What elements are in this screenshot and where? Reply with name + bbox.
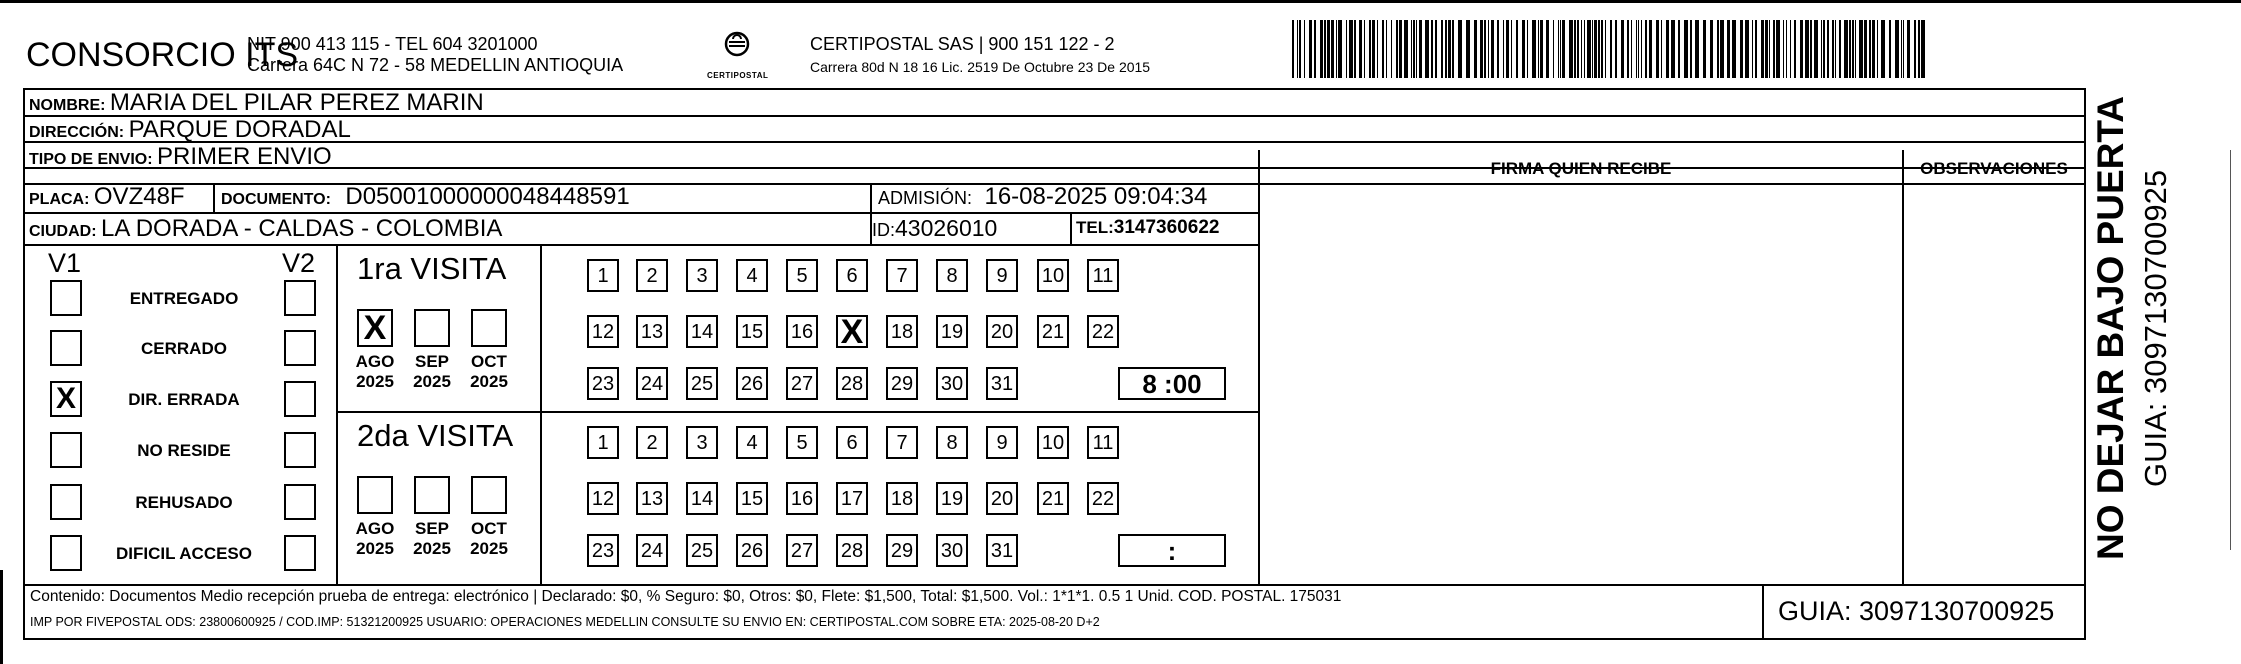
time-box[interactable]: 8 :00 xyxy=(1118,367,1226,400)
barcode-bar xyxy=(1592,20,1593,78)
barcode-bar xyxy=(1435,20,1437,78)
day-box[interactable]: 3 xyxy=(686,259,718,292)
day-box[interactable] xyxy=(836,313,868,351)
barcode-bar xyxy=(1497,20,1499,78)
month-checkbox[interactable] xyxy=(357,476,393,514)
barcode-bar xyxy=(1327,20,1330,78)
day-box[interactable]: 17 xyxy=(836,482,868,515)
barcode-bar xyxy=(1823,20,1825,78)
barcode-bar xyxy=(1800,20,1803,78)
barcode-bar xyxy=(1645,20,1647,78)
barcode-bar xyxy=(1921,20,1925,78)
month-checkbox[interactable] xyxy=(471,309,507,347)
barcode-bar xyxy=(1717,20,1719,78)
crop-mark xyxy=(0,570,3,664)
col-divider xyxy=(1258,150,1260,584)
barcode-bar xyxy=(1506,20,1509,78)
id-value: 43026010 xyxy=(895,215,998,241)
nombre-row xyxy=(29,89,484,117)
admision-label: ADMISIÓN: xyxy=(878,188,973,208)
barcode-bar xyxy=(1844,20,1848,78)
month-year: 2025 xyxy=(470,539,508,558)
barcode-bar xyxy=(1574,20,1576,78)
barcode-bar xyxy=(1810,20,1812,78)
barcode-bar xyxy=(1895,20,1899,78)
barcode-bar xyxy=(1881,20,1885,78)
day-box[interactable]: 6 xyxy=(836,259,868,292)
barcode-bar xyxy=(1553,20,1554,78)
month-year: 2025 xyxy=(413,372,451,391)
month-label: AGO xyxy=(355,352,395,371)
day-box[interactable]: 29 xyxy=(886,534,918,567)
day-box[interactable]: 27 xyxy=(786,367,818,400)
barcode-bar xyxy=(1359,20,1362,78)
barcode-bar xyxy=(1839,20,1841,78)
certipostal-logo xyxy=(707,30,767,80)
footer-content: Contenido: Documentos Medio recepción prueba de entrega: electrónico | Declarado: $0, % Seguro: $0, Otros: $0, Flete: $1,500, Total: $1,500. Vol.: 1*1*1. 0.5 1 Unid. COD. POSTAL. 175031 xyxy=(30,588,1342,605)
barcode-bar xyxy=(1903,20,1904,78)
barcode-bar xyxy=(1540,20,1543,78)
barcode-bar xyxy=(1314,20,1316,78)
month-year: 2025 xyxy=(413,539,451,558)
barcode-bar xyxy=(1889,20,1891,78)
col-divider xyxy=(336,244,338,584)
month-label: SEP xyxy=(414,352,450,371)
barcode-bar xyxy=(1292,20,1294,78)
day-box[interactable]: 20 xyxy=(986,482,1018,515)
barcode-bar xyxy=(1396,20,1398,78)
day-box[interactable]: 26 xyxy=(736,367,768,400)
v2-checkbox[interactable] xyxy=(284,280,316,316)
id-label: ID: xyxy=(872,220,896,240)
status-option-label: NO RESIDE xyxy=(137,441,231,460)
barcode-bar xyxy=(1419,20,1422,78)
ciudad-label: CIUDAD: xyxy=(29,223,97,240)
barcode-bar xyxy=(1336,20,1337,78)
barcode-bar xyxy=(1560,20,1561,78)
barcode-bar xyxy=(1877,20,1878,78)
barcode-bar xyxy=(1695,20,1699,78)
col-divider xyxy=(1070,212,1072,244)
documento-label: DOCUMENTO: xyxy=(221,191,331,208)
day-box[interactable]: 9 xyxy=(986,259,1018,292)
col-divider xyxy=(1902,150,1904,584)
day-box[interactable]: 23 xyxy=(587,534,619,567)
day-box[interactable]: 18 xyxy=(886,315,918,348)
day-box[interactable]: 25 xyxy=(686,367,718,400)
day-box[interactable]: 24 xyxy=(636,367,668,400)
certipostal-logo-icon xyxy=(707,30,767,76)
id-field xyxy=(872,215,997,242)
barcode-bar xyxy=(1631,20,1632,78)
barcode-bar xyxy=(1752,20,1753,78)
barcode-bar xyxy=(1386,20,1387,78)
barcode-bar xyxy=(1484,20,1486,78)
month-checkbox[interactable] xyxy=(471,476,507,514)
day-box[interactable]: 30 xyxy=(936,367,968,400)
barcode-bar xyxy=(1907,20,1910,78)
barcode-bar xyxy=(1452,20,1454,78)
day-box[interactable]: 24 xyxy=(636,534,668,567)
tel-field xyxy=(1076,217,1219,239)
barcode-bar xyxy=(1581,20,1582,78)
day-box[interactable]: 22 xyxy=(1087,482,1119,515)
barcode-bar xyxy=(1431,20,1433,78)
barcode-bar xyxy=(1755,20,1757,78)
barcode-bar xyxy=(1297,20,1298,78)
v1-checkbox[interactable] xyxy=(50,432,82,468)
barcode-bar xyxy=(1872,20,1875,78)
barcode-bar xyxy=(1678,20,1680,78)
barcode-bar xyxy=(1918,20,1920,78)
barcode-bar xyxy=(1511,20,1512,78)
barcode-bar xyxy=(1594,20,1597,78)
day-box[interactable]: 19 xyxy=(936,315,968,348)
barcode-bar xyxy=(1522,20,1525,78)
day-box[interactable]: 22 xyxy=(1087,315,1119,348)
barcode-bar xyxy=(1769,20,1770,78)
day-box[interactable]: 8 xyxy=(936,259,968,292)
barcode-bar xyxy=(1666,20,1669,78)
barcode-bar xyxy=(1416,20,1417,78)
barcode-bar xyxy=(1835,20,1836,78)
company-name: CONSORCIO ITS xyxy=(26,36,299,74)
barcode-bar xyxy=(1814,20,1818,78)
documento-field xyxy=(221,183,630,211)
barcode-bar xyxy=(1852,20,1854,78)
barcode-bar xyxy=(1445,20,1447,78)
ciudad-value: LA DORADA - CALDAS - COLOMBIA xyxy=(101,215,503,242)
barcode-bar xyxy=(1745,20,1749,78)
v1-checkbox[interactable] xyxy=(50,484,82,520)
barcode-bar xyxy=(1740,20,1743,78)
day-box[interactable]: 2 xyxy=(636,259,668,292)
day-box[interactable]: 11 xyxy=(1087,259,1119,292)
day-box[interactable]: 4 xyxy=(736,426,768,459)
visit-title: 1ra VISITA xyxy=(357,251,507,286)
side-warning: NO DEJAR BAJO PUERTA xyxy=(2090,96,2131,560)
top-border xyxy=(0,0,2241,3)
observaciones-header: OBSERVACIONES xyxy=(1920,159,2068,178)
barcode-bar xyxy=(1727,20,1730,78)
barcode-bar xyxy=(1304,20,1305,78)
barcode-bar xyxy=(1488,20,1489,78)
barcode-bar xyxy=(1805,20,1809,78)
day-box[interactable]: 30 xyxy=(936,534,968,567)
direccion-label: DIRECCIÓN: xyxy=(29,124,125,141)
footer-guia: GUIA: 3097130700925 xyxy=(1778,596,2055,626)
barcode-bar xyxy=(1649,20,1652,78)
status-option-label: DIR. ERRADA xyxy=(128,390,240,409)
month-label: AGO xyxy=(355,519,395,538)
documento-value: D05001000000048448591 xyxy=(345,183,630,210)
month-label: OCT xyxy=(471,519,507,538)
day-box[interactable]: 7 xyxy=(886,426,918,459)
status-option-label: REHUSADO xyxy=(135,493,233,512)
barcode-bar xyxy=(1641,20,1642,78)
barcode-bar xyxy=(1369,20,1371,78)
barcode-bar xyxy=(1364,20,1365,78)
barcode-bar xyxy=(1684,20,1688,78)
day-box[interactable]: 16 xyxy=(786,315,818,348)
col-divider xyxy=(213,183,215,212)
month-checkbox[interactable] xyxy=(414,476,450,514)
status-option-label: DIFICIL ACCESO xyxy=(115,544,252,563)
day-box[interactable]: 18 xyxy=(886,482,918,515)
day-mark: X xyxy=(840,313,864,351)
v2-checkbox[interactable] xyxy=(284,381,316,417)
barcode-bar xyxy=(1832,20,1834,78)
row-divider xyxy=(23,244,1260,246)
month-checkbox[interactable] xyxy=(414,309,450,347)
month-year: 2025 xyxy=(470,372,508,391)
direccion-value: PARQUE DORADAL xyxy=(128,116,351,143)
side-guia: GUIA: 3097130700925 xyxy=(2138,169,2173,487)
day-box[interactable]: 16 xyxy=(786,482,818,515)
barcode-bar xyxy=(1601,20,1603,78)
barcode-bar xyxy=(1349,20,1353,78)
v1-checkbox[interactable] xyxy=(50,535,82,571)
day-box[interactable]: 1 xyxy=(587,259,619,292)
barcode-bar xyxy=(1413,20,1415,78)
day-box[interactable]: 12 xyxy=(587,315,619,348)
v1-header: V1 xyxy=(48,248,82,278)
barcode-bar xyxy=(1859,20,1863,78)
day-box[interactable]: 6 xyxy=(836,426,868,459)
tipo-label: TIPO DE ENVIO: xyxy=(29,151,153,168)
barcode-bar xyxy=(1448,20,1451,78)
barcode-bar xyxy=(1636,20,1637,78)
day-box[interactable]: 8 xyxy=(936,426,968,459)
barcode-bar xyxy=(1458,20,1462,78)
v2-checkbox[interactable] xyxy=(284,432,316,468)
day-box[interactable]: 12 xyxy=(587,482,619,515)
month-label: OCT xyxy=(471,352,507,371)
day-box[interactable]: 7 xyxy=(886,259,918,292)
day-box[interactable]: 10 xyxy=(1037,426,1069,459)
day-box[interactable]: 14 xyxy=(686,315,718,348)
barcode-bar xyxy=(1761,20,1764,78)
barcode-bar xyxy=(1605,20,1606,78)
barcode-bar xyxy=(1587,20,1591,78)
tipo-row xyxy=(29,143,332,171)
status-option-label: CERRADO xyxy=(141,339,227,358)
month-checkbox[interactable]: X xyxy=(357,309,393,347)
barcode-bar xyxy=(1855,20,1856,78)
barcode-bar xyxy=(1584,20,1585,78)
barcode-bar xyxy=(1377,20,1378,78)
day-box[interactable]: 19 xyxy=(936,482,968,515)
placa-value: OVZ48F xyxy=(93,183,185,210)
nombre-value: MARIA DEL PILAR PEREZ MARIN xyxy=(109,89,484,116)
day-box[interactable]: 23 xyxy=(587,367,619,400)
barcode-bar xyxy=(1790,20,1791,78)
barcode-bar xyxy=(1331,20,1334,78)
barcode-bar xyxy=(1864,20,1867,78)
barcode-bar xyxy=(1869,20,1871,78)
barcode-bar xyxy=(1516,20,1518,78)
barcode-bar xyxy=(1794,20,1796,78)
barcode-bar xyxy=(1441,20,1443,78)
barcode-bar xyxy=(1382,20,1384,78)
barcode-bar xyxy=(1710,20,1713,78)
barcode-bar xyxy=(1562,20,1565,78)
barcode-bar xyxy=(1546,20,1549,78)
col-divider xyxy=(540,244,542,584)
day-box[interactable]: 31 xyxy=(986,367,1018,400)
crop-mark xyxy=(2230,150,2231,550)
barcode-bar xyxy=(1661,20,1662,78)
day-box[interactable]: 29 xyxy=(886,367,918,400)
month-label: SEP xyxy=(414,519,450,538)
barcode-bar xyxy=(1627,20,1629,78)
v2-checkbox[interactable] xyxy=(284,330,316,366)
status-option-label: ENTREGADO xyxy=(129,289,239,308)
barcode-bar xyxy=(1491,20,1494,78)
v2-header: V2 xyxy=(282,248,316,278)
placa-field xyxy=(29,183,185,211)
day-box[interactable]: 21 xyxy=(1037,315,1069,348)
day-box[interactable]: 5 xyxy=(786,426,818,459)
barcode-bar xyxy=(1638,20,1639,78)
day-box[interactable]: 25 xyxy=(686,534,718,567)
barcode-bar xyxy=(1532,20,1536,78)
barcode-bar xyxy=(1309,20,1312,78)
company-address: Carrera 64C N 72 - 58 MEDELLIN ANTIOQUIA xyxy=(247,55,624,75)
company-nit: NIT 900 413 115 - TEL 604 3201000 xyxy=(247,34,538,54)
barcode-bar xyxy=(1827,20,1829,78)
barcode-bar xyxy=(1569,20,1573,78)
v2-checkbox[interactable] xyxy=(284,535,316,571)
tel-value: 3147360622 xyxy=(1113,217,1220,238)
barcode-bar xyxy=(1480,20,1483,78)
footer-imp: IMP POR FIVEPOSTAL ODS: 23800600925 / COD.IMP: 51321200925 USUARIO: OPERACIONES MEDELLIN CONSULTE SU ENVIO EN: CERTIPOSTAL.COM SOBRE ETA: 2025-08-20 D+2 xyxy=(30,615,1100,629)
day-box[interactable]: 5 xyxy=(786,259,818,292)
row-divider xyxy=(23,212,1260,214)
direccion-row xyxy=(29,116,351,144)
row-divider xyxy=(336,411,1260,413)
day-box[interactable]: 20 xyxy=(986,315,1018,348)
barcode-bar xyxy=(1773,20,1775,78)
admision-value: 16-08-2025 09:04:34 xyxy=(984,183,1208,210)
barcode-bar xyxy=(1372,20,1375,78)
barcode-bar xyxy=(1404,20,1408,78)
day-box[interactable]: 9 xyxy=(986,426,1018,459)
day-box[interactable]: 14 xyxy=(686,482,718,515)
barcode-bar xyxy=(1783,20,1784,78)
barcode-bar xyxy=(1577,20,1579,78)
barcode-bar xyxy=(1425,20,1429,78)
barcode-bar xyxy=(1558,20,1559,78)
certipostal-id: CERTIPOSTAL SAS | 900 151 122 - 2 xyxy=(810,34,1115,54)
admision-field xyxy=(878,183,1207,211)
barcode-bar xyxy=(1324,20,1326,78)
barcode-bar xyxy=(1690,20,1692,78)
barcode-bar xyxy=(1299,20,1301,78)
placa-label: PLACA: xyxy=(29,191,90,208)
day-box[interactable]: 21 xyxy=(1037,482,1069,515)
barcode xyxy=(1290,20,1928,78)
tipo-value: PRIMER ENVIO xyxy=(157,143,332,170)
barcode-bar xyxy=(1538,20,1539,78)
barcode-bar xyxy=(1466,20,1470,78)
tel-label: TEL: xyxy=(1076,218,1114,237)
day-box[interactable]: 28 xyxy=(836,367,868,400)
barcode-bar xyxy=(1399,20,1402,78)
day-box[interactable]: 10 xyxy=(1037,259,1069,292)
day-box[interactable]: 28 xyxy=(836,534,868,567)
nombre-label: NOMBRE: xyxy=(29,97,106,114)
day-box[interactable]: 15 xyxy=(736,482,768,515)
logo-caption: CERTIPOSTAL xyxy=(707,71,769,80)
day-box[interactable]: 31 xyxy=(986,534,1018,567)
barcode-bar xyxy=(1354,20,1356,78)
visit-title: 2da VISITA xyxy=(357,418,514,453)
barcode-bar xyxy=(1703,20,1706,78)
time-box[interactable]: : xyxy=(1118,534,1226,567)
month-year: 2025 xyxy=(356,539,394,558)
barcode-bar xyxy=(1503,20,1504,78)
day-box[interactable]: 27 xyxy=(786,534,818,567)
day-box[interactable]: 1 xyxy=(587,426,619,459)
v1-checkbox[interactable] xyxy=(50,280,82,316)
barcode-bar xyxy=(1527,20,1528,78)
v2-checkbox[interactable] xyxy=(284,484,316,520)
barcode-bar xyxy=(1776,20,1780,78)
day-box[interactable]: 15 xyxy=(736,315,768,348)
barcode-bar xyxy=(1411,20,1412,78)
firma-header: FIRMA QUIEN RECIBE xyxy=(1490,159,1672,178)
barcode-bar xyxy=(1821,20,1822,78)
day-box[interactable]: 13 xyxy=(636,315,668,348)
barcode-bar xyxy=(1598,20,1600,78)
barcode-bar xyxy=(1786,20,1787,78)
v1-checkbox[interactable]: X xyxy=(50,381,82,417)
day-box[interactable]: 2 xyxy=(636,426,668,459)
barcode-bar xyxy=(1615,20,1617,78)
barcode-bar xyxy=(1732,20,1736,78)
day-box[interactable]: 11 xyxy=(1087,426,1119,459)
barcode-bar xyxy=(1765,20,1768,78)
barcode-bar xyxy=(1656,20,1659,78)
row-divider xyxy=(23,584,2086,586)
barcode-bar xyxy=(1346,20,1347,78)
month-year: 2025 xyxy=(356,372,394,391)
v1-checkbox[interactable] xyxy=(50,330,82,366)
barcode-bar xyxy=(1901,20,1902,78)
barcode-bar xyxy=(1320,20,1323,78)
barcode-bar xyxy=(1610,20,1612,78)
day-box[interactable]: 4 xyxy=(736,259,768,292)
barcode-bar xyxy=(1621,20,1624,78)
barcode-bar xyxy=(1849,20,1851,78)
certipostal-address: Carrera 80d N 18 16 Lic. 2519 De Octubre 23 De 2015 xyxy=(810,59,1151,75)
ciudad-field xyxy=(29,215,502,243)
day-box[interactable]: 13 xyxy=(636,482,668,515)
barcode-bar xyxy=(1671,20,1675,78)
barcode-bar xyxy=(1914,20,1916,78)
col-divider xyxy=(1762,584,1764,640)
barcode-bar xyxy=(1474,20,1477,78)
barcode-bar xyxy=(1391,20,1392,78)
day-box[interactable]: 26 xyxy=(736,534,768,567)
row-divider xyxy=(1260,183,2086,185)
day-box[interactable]: 3 xyxy=(686,426,718,459)
barcode-bar xyxy=(1720,20,1724,78)
barcode-bar xyxy=(1338,20,1342,78)
